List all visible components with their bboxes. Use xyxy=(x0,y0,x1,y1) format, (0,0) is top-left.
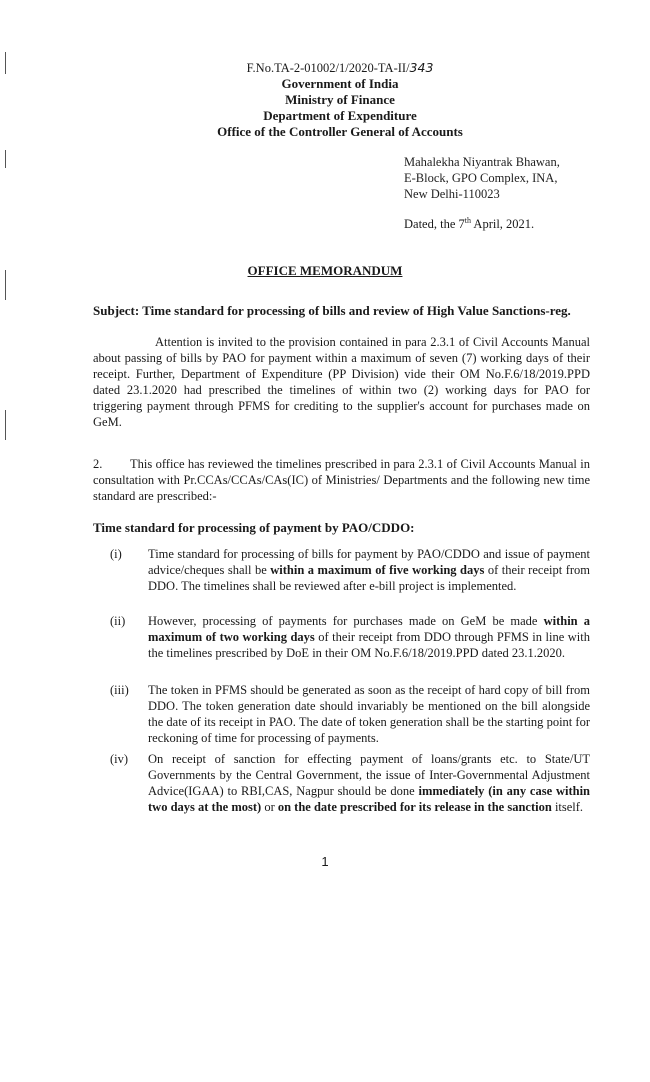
address-line: New Delhi-110023 xyxy=(404,187,500,201)
margin-mark xyxy=(5,410,6,440)
list-item-number: (iii) xyxy=(110,683,129,697)
list-item: (ii) However, processing of payments for purchases made on GeM be made within a maximum of two working days of their receipt from DDO through PFMS in line with the timelines prescribed by DoE in their OM No.F.6/18/2019.PPD dated 23.1.2020. xyxy=(110,614,590,660)
list-item: (iv) On receipt of sanction for effecting payment of loans/grants etc. to State/UT Governments by the Central Government, the issue of Inter-Governmental Adjustment Advice(IGAA) to RBI,CAS, Nagpur should be done immediately (in any case within two days at the most) or on the date prescribed for its release in the sanction itself. xyxy=(110,752,590,814)
header-line: Office of the Controller General of Accounts xyxy=(217,124,463,139)
header-line: Ministry of Finance xyxy=(285,92,395,107)
margin-mark xyxy=(5,52,6,74)
list-item-number: (i) xyxy=(110,547,122,561)
list-item-number: (iv) xyxy=(110,752,129,766)
memo-title: OFFICE MEMORANDUM xyxy=(247,263,403,278)
header-line: Department of Expenditure xyxy=(263,108,417,123)
paragraph-number: 2. xyxy=(93,457,103,471)
margin-mark xyxy=(5,150,6,168)
address-line: E-Block, GPO Complex, INA, xyxy=(404,171,558,185)
office-address xyxy=(404,154,560,202)
list-item-number: (ii) xyxy=(110,614,126,628)
document-date: Dated, the 7th April, 2021. xyxy=(404,216,535,232)
page-number: 1 xyxy=(321,854,329,869)
list-item: (i) Time standard for processing of bills for payment by PAO/CDDO and issue of payment advice/cheques shall be within a maximum of five working days of their receipt from DDO. The timelines shall be reviewed after e-bill project is implemented. xyxy=(110,547,590,593)
file-number-handwritten: 343 xyxy=(409,60,434,75)
subject-line: Subject: Time standard for processing of bills and review of High Value Sanctions-reg. xyxy=(93,303,571,318)
address-line: Mahalekha Niyantrak Bhawan, xyxy=(404,155,560,169)
letter-header xyxy=(150,60,530,140)
paragraph-2: 2. This office has reviewed the timelines prescribed in para 2.3.1 of Civil Accounts Manual in consultation with Pr.CCAs/CCAs/CAs(IC) of Ministries/ Departments and the following new time standard are prescribed:- xyxy=(93,457,590,503)
list-item: (iii) The token in PFMS should be generated as soon as the receipt of hard copy of bill from DDO. The token generation date should invariably be mentioned on the bill alongside the date of its receipt in PAO. The date of token generation shall be the starting point for reckoning of time for processing of payments. xyxy=(110,683,590,745)
header-line: Government of India xyxy=(281,76,399,91)
file-number: F.No.TA-2-01002/1/2020-TA-II/343 xyxy=(246,60,434,75)
section-heading: Time standard for processing of payment by PAO/CDDO: xyxy=(93,520,415,535)
paragraph-1: Attention is invited to the provision contained in para 2.3.1 of Civil Accounts Manual about passing of bills by PAO for payment within a maximum of seven (7) working days of their receipt. Further, Department of Expenditure (PP Division) vide their OM No.F.6/18/2019.PPD dated 23.1.2020 had prescribed the timelines of within two (2) working days for PAO for triggering payment through PFMS for crediting to the supplier's account for purchases made on GeM. xyxy=(93,335,590,429)
